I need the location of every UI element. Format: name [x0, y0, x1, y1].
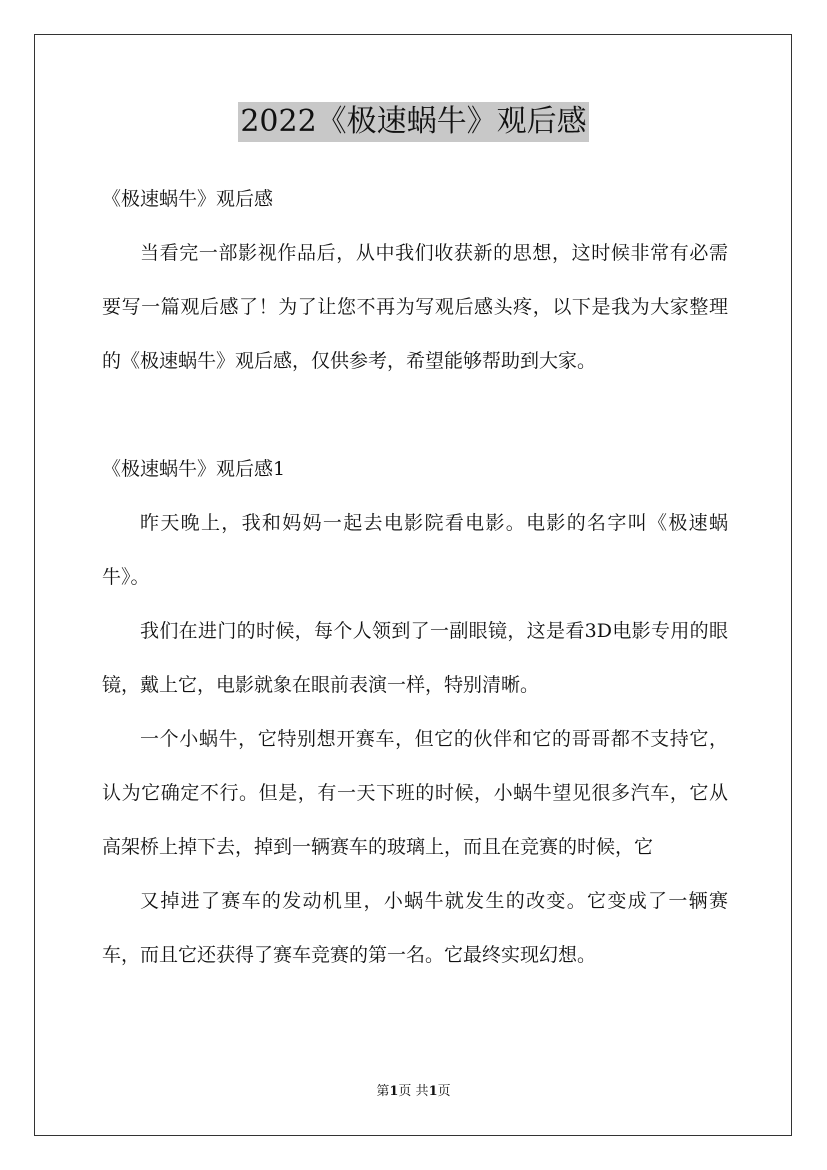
intro-paragraph: 当看完一部影视作品后，从中我们收获新的思想，这时候非常有必需要写一篇观后感了！为了让您不再为写观后感头疼，以下是我为大家整理的《极速蜗牛》观后感，仅供参考，希望能够帮助到大家。 [102, 242, 728, 372]
section-gap [102, 388, 728, 442]
document-title: 2022《极速蜗牛》观后感 [238, 102, 588, 142]
paragraph: 一个小蜗牛，它特别想开赛车，但它的伙伴和它的哥哥都不支持它，认为它确定不行。但是，有一天下班的时候，小蜗牛望见很多汽车，它从高架桥上掉下去，掉到一辆赛车的玻璃上，而且在竞赛的时候，它 [102, 728, 728, 858]
page-footer [0, 1082, 827, 1102]
footer-page-total: 1 [428, 1084, 438, 1099]
paragraph: 我们在进门的时候，每个人领到了一副眼镜，这是看3D电影专用的眼镜，戴上它，电影就象在眼前表演一样，特别清晰。 [102, 620, 728, 696]
subtitle: 《极速蜗牛》观后感 [102, 188, 274, 210]
footer-mid: 页 共 [398, 1084, 429, 1099]
footer-page-current: 1 [389, 1084, 399, 1099]
paragraph: 又掉进了赛车的发动机里，小蜗牛就发生的改变。它变成了一辆赛车，而且它还获得了赛车竞赛的第一名。它最终实现幻想。 [102, 890, 728, 966]
footer-suffix: 页 [437, 1084, 451, 1099]
section-heading: 《极速蜗牛》观后感1 [102, 458, 286, 480]
title-wrap [0, 102, 827, 142]
document-body [102, 172, 728, 982]
paragraph: 昨天晚上，我和妈妈一起去电影院看电影。电影的名字叫《极速蜗牛》。 [102, 512, 728, 588]
footer-prefix: 第 [376, 1084, 390, 1099]
